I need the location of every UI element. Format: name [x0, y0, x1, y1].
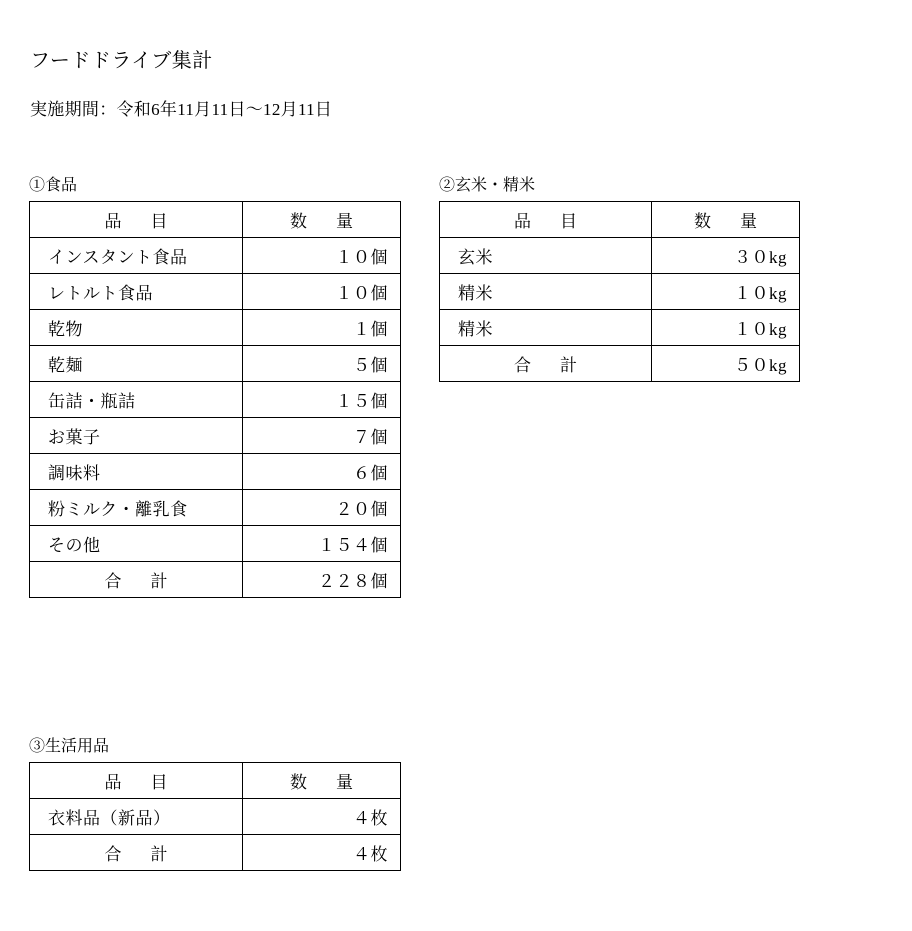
cell-qty: ２０個 — [243, 490, 401, 526]
table-header-row — [30, 202, 401, 238]
cell-item: お菓子 — [30, 418, 243, 454]
cell-item: レトルト食品 — [30, 274, 243, 310]
cell-qty: １０kg — [652, 274, 800, 310]
cell-total-qty: ５０kg — [652, 346, 800, 382]
cell-item: その他 — [30, 526, 243, 562]
table-row — [30, 526, 401, 562]
column-header-qty: 数 量 — [243, 763, 401, 799]
cell-item: 粉ミルク・離乳食 — [30, 490, 243, 526]
cell-total-qty: ４枚 — [243, 835, 401, 871]
cell-qty: ６個 — [243, 454, 401, 490]
column-header-item: 品 目 — [30, 763, 243, 799]
table-total-row — [440, 346, 800, 382]
table-row — [440, 238, 800, 274]
table-row — [30, 346, 401, 382]
cell-qty: １個 — [243, 310, 401, 346]
cell-item: 乾物 — [30, 310, 243, 346]
table-header-row — [440, 202, 800, 238]
table-row — [30, 454, 401, 490]
cell-item: インスタント食品 — [30, 238, 243, 274]
cell-item: 缶詰・瓶詰 — [30, 382, 243, 418]
cell-item: 玄米 — [440, 238, 652, 274]
table-row — [30, 310, 401, 346]
cell-item: 精米 — [440, 274, 652, 310]
table-header-row — [30, 763, 401, 799]
table-goods — [29, 762, 401, 871]
cell-item: 衣料品（新品） — [30, 799, 243, 835]
cell-qty: ５個 — [243, 346, 401, 382]
column-header-qty: 数 量 — [243, 202, 401, 238]
section-label-goods: ③生活用品 — [29, 738, 110, 755]
section-label-food: ①食品 — [29, 177, 78, 194]
table-row — [30, 382, 401, 418]
cell-qty: １５４個 — [243, 526, 401, 562]
cell-total-label: 合 計 — [30, 562, 243, 598]
table-row — [30, 490, 401, 526]
table-row — [440, 274, 800, 310]
cell-qty: ７個 — [243, 418, 401, 454]
table-row — [30, 418, 401, 454]
column-header-item: 品 目 — [440, 202, 652, 238]
cell-qty: １０個 — [243, 274, 401, 310]
cell-qty: １０kg — [652, 310, 800, 346]
table-row — [440, 310, 800, 346]
page-title: フードドライブ集計 — [30, 50, 213, 72]
cell-qty: ３０kg — [652, 238, 800, 274]
cell-qty: １５個 — [243, 382, 401, 418]
table-row — [30, 274, 401, 310]
table-food — [29, 201, 401, 598]
cell-item: 調味料 — [30, 454, 243, 490]
table-row — [30, 799, 401, 835]
cell-qty: １０個 — [243, 238, 401, 274]
cell-qty: ４枚 — [243, 799, 401, 835]
period-text: 実施期間：令和6年11月11日～12月11日 — [30, 100, 333, 119]
table-total-row — [30, 562, 401, 598]
table-total-row — [30, 835, 401, 871]
section-label-rice: ②玄米・精米 — [439, 177, 536, 194]
cell-item: 乾麺 — [30, 346, 243, 382]
column-header-qty: 数 量 — [652, 202, 800, 238]
cell-total-label: 合 計 — [30, 835, 243, 871]
table-rice — [439, 201, 800, 382]
cell-total-label: 合 計 — [440, 346, 652, 382]
table-row — [30, 238, 401, 274]
column-header-item: 品 目 — [30, 202, 243, 238]
cell-total-qty: ２２８個 — [243, 562, 401, 598]
cell-item: 精米 — [440, 310, 652, 346]
